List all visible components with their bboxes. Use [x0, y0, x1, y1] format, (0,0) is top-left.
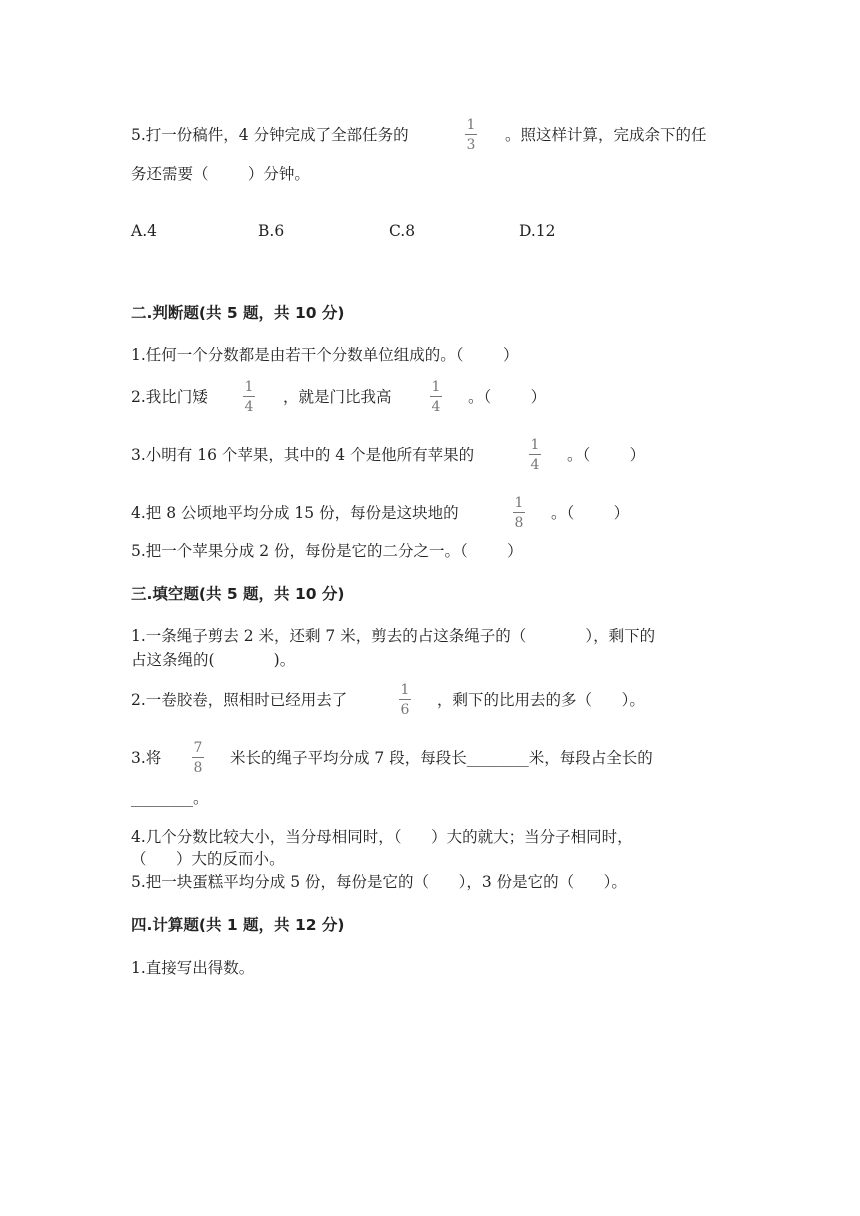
question-5-line-2: 务还需要（ ）分钟。 [131, 165, 310, 183]
fraction-denominator: 6 [400, 702, 410, 718]
fraction-numerator: 1 [514, 495, 524, 511]
section-3-question-5: 5.把一块蛋糕平均分成 5 份，每份是它的（ ），3 份是它的（ ）。 [131, 873, 627, 891]
section-2-question-3-b: 。（ ） [567, 446, 646, 464]
section-2-question-4-b: 。（ ） [551, 504, 630, 522]
fraction-1-3 [464, 116, 478, 153]
section-2-question-4-a: 4.把 8 公顷地平均分成 15 份，每份是这块地的 [131, 504, 459, 522]
option-d[interactable]: D.12 [519, 222, 556, 240]
fraction-denominator: 4 [530, 457, 540, 473]
section-3-question-3-a: 3.将 [131, 749, 162, 767]
option-b[interactable]: B.6 [258, 222, 285, 240]
fraction-1-8 [512, 494, 526, 531]
section-3-question-4-line-2: （ ）大的反而小。 [131, 850, 285, 868]
fraction-denominator: 3 [466, 137, 476, 153]
fraction-numerator: 1 [400, 682, 410, 698]
section-2-question-2-c: 。（ ） [468, 388, 547, 406]
section-3-question-1-line-1: 1.一条绳子剪去 2 米，还剩 7 米，剪去的占这条绳子的（ ），剩下的 [131, 627, 656, 645]
section-2-heading: 二.判断题(共 5 题，共 10 分) [131, 304, 345, 322]
section-2-question-2-a: 2.我比门矮 [131, 388, 208, 406]
fraction-denominator: 4 [431, 399, 441, 415]
fraction-7-8 [191, 739, 205, 776]
section-3-question-2-a: 2.一卷胶卷，照相时已经用去了 [131, 691, 348, 709]
section-2-question-5: 5.把一个苹果分成 2 份，每份是它的二分之一。（ ） [131, 542, 523, 560]
section-3-question-3-line-2: ________。 [131, 789, 209, 807]
question-5-text-b-span: 。照这样计算，完成余下的任 [505, 126, 707, 144]
section-3-question-4-line-1: 4.几个分数比较大小，当分母相同时，（ ）大的就大；当分子相同时， [131, 828, 633, 846]
option-c[interactable]: C.8 [389, 222, 416, 240]
fraction-denominator: 8 [193, 760, 203, 776]
fraction-1-4 [528, 436, 542, 473]
fraction-numerator: 1 [466, 117, 476, 133]
section-4-question-1: 1.直接写出得数。 [131, 959, 255, 977]
fraction-numerator: 7 [193, 740, 203, 756]
section-3-question-3-b: 米长的绳子平均分成 7 段，每段长________米，每段占全长的 [230, 749, 653, 767]
section-2-question-3-a: 3.小明有 16 个苹果，其中的 4 个是他所有苹果的 [131, 446, 475, 464]
section-3-question-2-b: ，剩下的比用去的多（ ）。 [437, 691, 645, 709]
option-a[interactable]: A.4 [131, 222, 157, 240]
section-2-question-2-b: ，就是门比我高 [283, 388, 392, 406]
question-5-text-a: 5.打一份稿件，4 分钟完成了全部任务的 [131, 126, 409, 144]
section-3-question-1-line-2: 占这条绳的( )。 [131, 651, 296, 669]
question-5-line-1 [131, 125, 409, 145]
fraction-1-4 [429, 378, 443, 415]
question-5-text-b [505, 125, 707, 145]
fraction-numerator: 1 [244, 379, 254, 395]
fraction-1-4 [242, 378, 256, 415]
fraction-denominator: 8 [514, 515, 524, 531]
fraction-denominator: 4 [244, 399, 254, 415]
fraction-numerator: 1 [530, 437, 540, 453]
fraction-numerator: 1 [431, 379, 441, 395]
section-3-heading: 三.填空题(共 5 题，共 10 分) [131, 585, 345, 603]
fraction-1-6 [398, 681, 412, 718]
section-2-question-1: 1.任何一个分数都是由若干个分数单位组成的。（ ） [131, 346, 519, 364]
section-4-heading: 四.计算题(共 1 题，共 12 分) [131, 916, 345, 934]
